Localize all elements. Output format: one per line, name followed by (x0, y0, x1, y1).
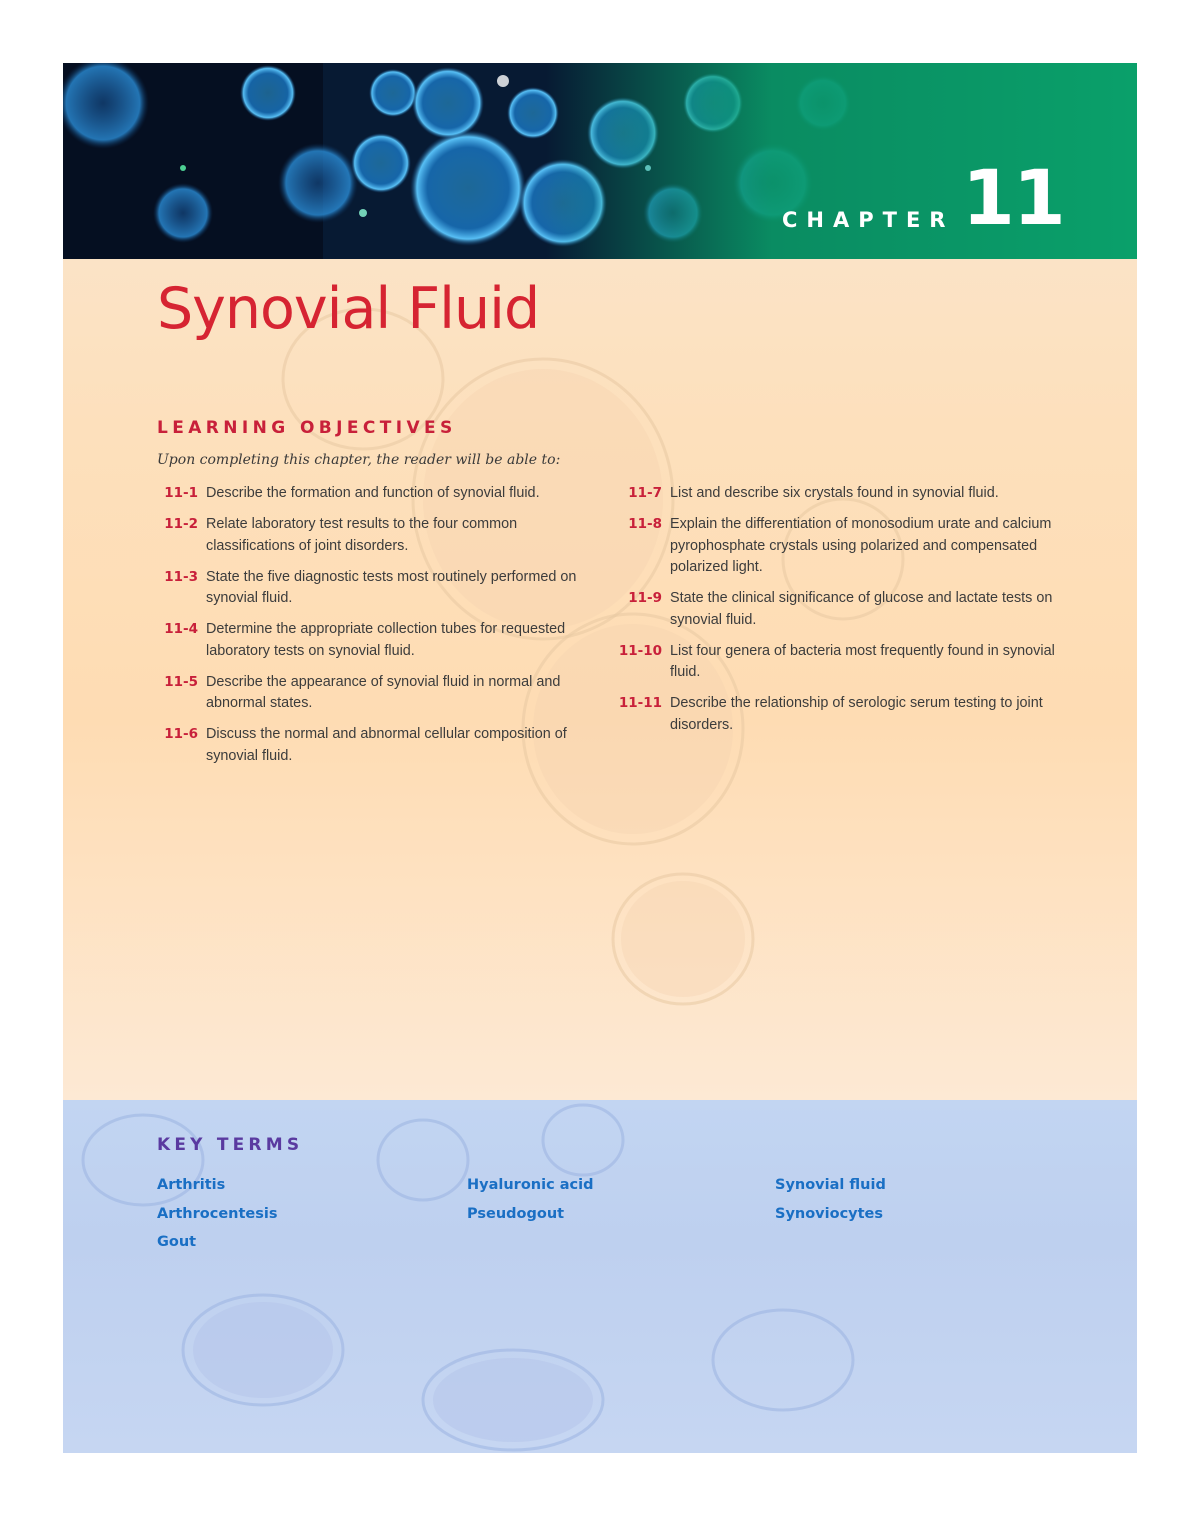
objective-text: State the five diagnostic tests most routinely performed on synovial fluid. (206, 568, 577, 606)
chapter-title: Synovial Fluid (157, 276, 540, 342)
objective-number: 11-5 (164, 673, 198, 690)
objective-text: Describe the relationship of serologic serum testing to joint disorders. (670, 695, 1043, 733)
key-term: Gout (157, 1234, 197, 1250)
objective-text: Discuss the normal and abnormal cellular composition of synovial fluid. (206, 726, 567, 764)
chapter-label: CHAPTER (782, 208, 955, 232)
objective-item (152, 672, 592, 715)
objective-item (616, 514, 1066, 579)
objective-number: 11-7 (628, 485, 662, 501)
key-term: Synoviocytes (775, 1205, 884, 1222)
objective-item (152, 619, 592, 662)
objective-text: Describe the formation and function of synovial fluid. (206, 485, 540, 501)
objective-item (616, 641, 1066, 684)
learning-objectives-intro: Upon completing this chapter, the reader will be able to: (157, 452, 561, 468)
objective-text: List four genera of bacteria most frequently found in synovial fluid. (670, 642, 1055, 680)
key-term: Arthritis (157, 1177, 226, 1193)
objective-text: Explain the differentiation of monosodium urate and calcium pyrophosphate crystals using polarized and compensated polarized light. (670, 516, 1052, 575)
objective-number: 11-11 (618, 695, 662, 711)
objective-number: 11-3 (164, 568, 198, 585)
objective-text: Relate laboratory test results to the four common classifications of joint disorders. (206, 516, 518, 554)
objective-item (616, 483, 1066, 505)
key-terms-column-1 (157, 1171, 278, 1257)
objective-item (152, 514, 592, 557)
key-term: Pseudogout (467, 1205, 565, 1222)
objective-number: 11-10 (618, 642, 662, 659)
objectives-right-column (616, 483, 1066, 746)
objective-number: 11-4 (164, 621, 198, 637)
key-terms-heading: KEY TERMS (157, 1135, 304, 1155)
key-term: Synovial fluid (775, 1177, 886, 1193)
objective-item (152, 567, 592, 610)
key-term: Arthrocentesis (157, 1205, 278, 1222)
objective-number: 11-6 (164, 726, 198, 742)
chapter-number: 11 (962, 153, 1064, 242)
objective-text: State the clinical significance of glucose and lactate tests on synovial fluid. (670, 590, 1053, 628)
objective-item (616, 693, 1066, 736)
objective-number: 11-8 (628, 516, 662, 532)
key-term: Hyaluronic acid (467, 1177, 594, 1193)
objective-text: Determine the appropriate collection tubes for requested laboratory tests on synovial fluid. (206, 621, 566, 659)
objective-number: 11-9 (628, 590, 662, 606)
objective-item (616, 588, 1066, 631)
objective-text: Describe the appearance of synovial fluid in normal and abnormal states. (206, 673, 561, 711)
key-terms-column-3 (775, 1171, 886, 1228)
objective-number: 11-2 (164, 516, 198, 532)
objective-item (152, 483, 592, 505)
learning-objectives-heading: LEARNING OBJECTIVES (157, 418, 457, 438)
objective-item (152, 724, 592, 767)
key-terms-column-2 (467, 1171, 593, 1228)
objective-number: 11-1 (164, 485, 198, 501)
objective-text: List and describe six crystals found in synovial fluid. (670, 485, 999, 501)
objectives-left-column (152, 483, 592, 777)
